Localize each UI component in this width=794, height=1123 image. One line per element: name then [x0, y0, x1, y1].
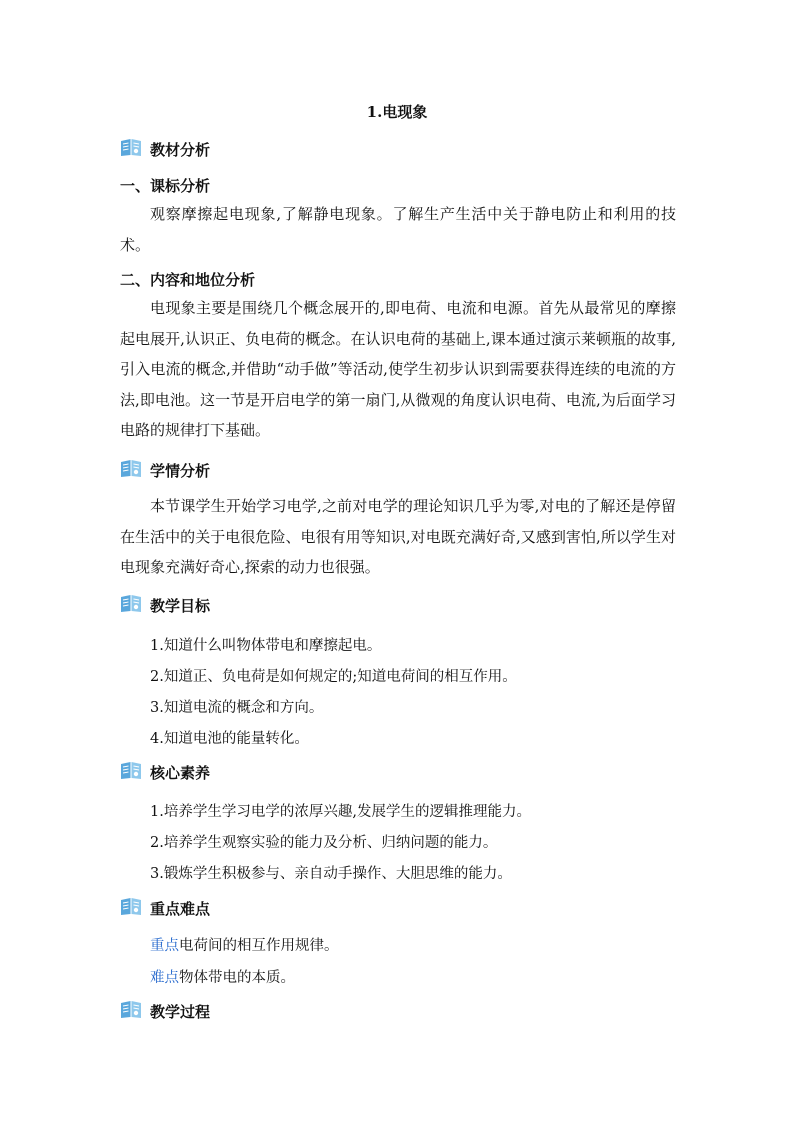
paragraph-learner: 本节课学生开始学习电学,之前对电学的理论知识几乎为零,对电的了解还是停留在生活中的关于电很危险、电很有用等知识,对电既充满好奇,又感到害怕,所以学生对电现象充满好奇心,探索的动力也很强。 — [120, 497, 676, 576]
keypoint-line — [150, 934, 339, 955]
open-book-icon — [120, 138, 142, 157]
paragraph-curriculum: 观察摩擦起电现象,了解静电现象。了解生产生活中关于静电防止和利用的技术。 — [120, 205, 676, 254]
open-book-icon — [120, 761, 142, 780]
difficulty-text: 物体带电的本质。 — [179, 970, 295, 986]
literacy-item: 1.培养学生学习电学的浓厚兴趣,发展学生的逻辑推理能力。 — [150, 804, 531, 820]
section-title: 重点难点 — [150, 900, 211, 918]
section-title: 教学过程 — [150, 1003, 211, 1021]
subheading-content: 二、内容和地位分析 — [120, 271, 256, 289]
key-label: 重点 — [150, 938, 179, 954]
objective-item: 2.知道正、负电荷是如何规定的;知道电荷间的相互作用。 — [150, 669, 517, 685]
key-text: 电荷间的相互作用规律。 — [179, 938, 339, 954]
open-book-icon — [120, 897, 142, 916]
objective-item: 4.知道电池的能量转化。 — [150, 731, 309, 747]
page-title: 1.电现象 — [366, 103, 428, 121]
open-book-icon — [120, 1000, 142, 1019]
paragraph-content: 电现象主要是围绕几个概念展开的,即电荷、电流和电源。首先从最常见的摩擦起电展开,认识正、负电荷的概念。在认识电荷的基础上,课本通过演示莱顿瓶的故事,引入电流的概念,并借助“动手做”等活动,使学生初步认识到需要获得连续的电流的方法,即电池。这一节是开启电学的第一扇门,从微观的角度认识电荷、电流,为后面学习电路的规律打下基础。 — [120, 299, 676, 439]
objective-item: 1.知道什么叫物体带电和摩擦起电。 — [150, 638, 382, 654]
section-title: 学情分析 — [150, 462, 211, 480]
open-book-icon — [120, 594, 142, 613]
section-title: 教学目标 — [150, 597, 211, 615]
section-title: 教材分析 — [150, 141, 211, 159]
difficulty-line — [150, 966, 295, 987]
section-title: 核心素养 — [150, 764, 211, 782]
literacy-item: 3.锻炼学生积极参与、亲自动手操作、大胆思维的能力。 — [150, 866, 512, 882]
literacy-item: 2.培养学生观察实验的能力及分析、归纳问题的能力。 — [150, 835, 498, 851]
open-book-icon — [120, 459, 142, 478]
objective-item: 3.知道电流的概念和方向。 — [150, 700, 324, 716]
difficulty-label: 难点 — [150, 970, 179, 986]
subheading-curriculum: 一、课标分析 — [120, 177, 211, 195]
